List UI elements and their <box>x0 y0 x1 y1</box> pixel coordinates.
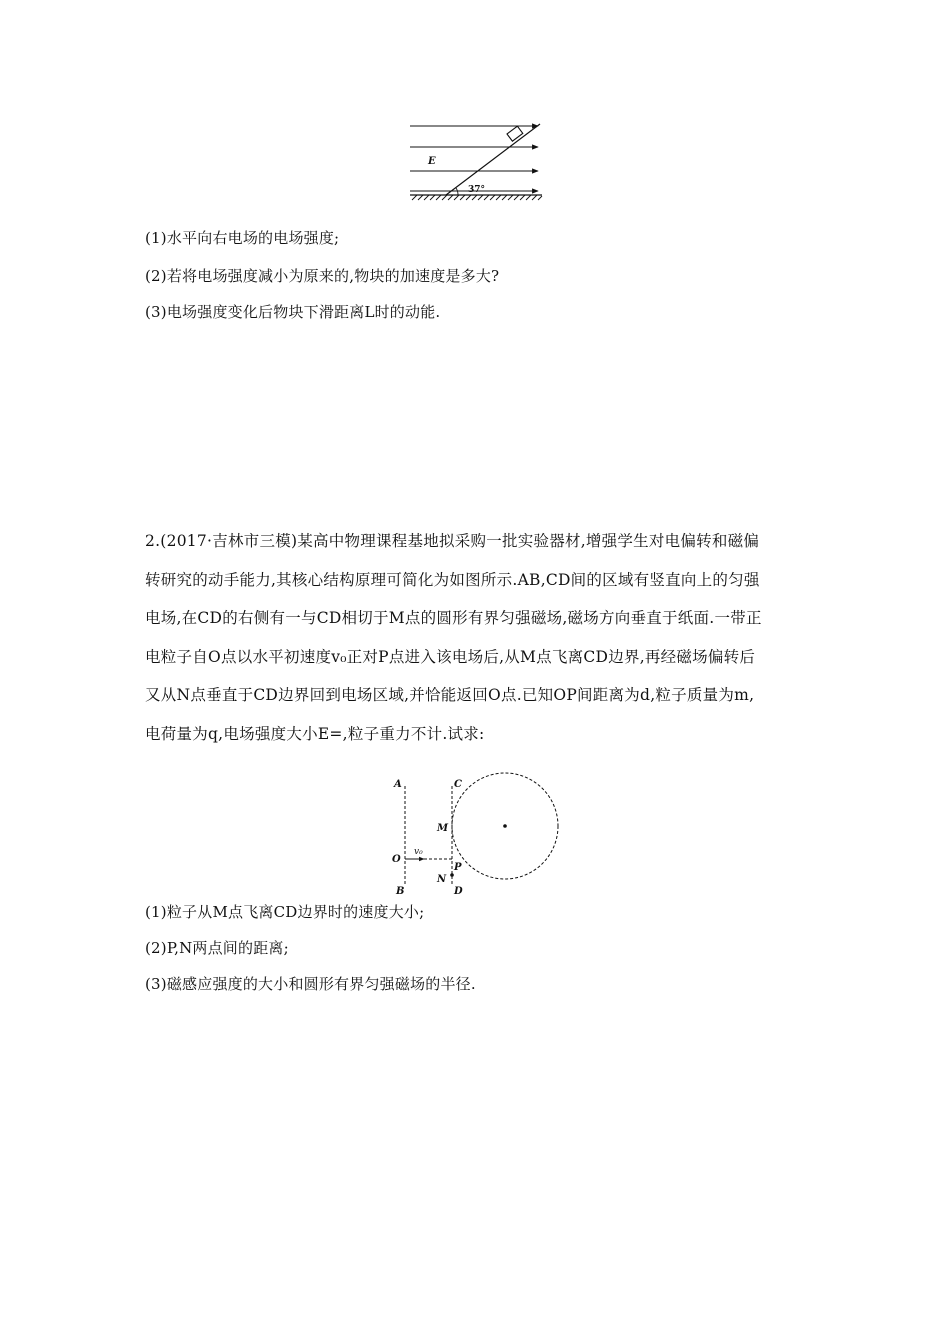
q2-part-1: (1)粒子从M点飞离CD边界时的速度大小; <box>145 903 425 921</box>
q2-part-3: (3)磁感应强度的大小和圆形有界匀强磁场的半径. <box>145 975 476 993</box>
problem2-line: 电场,在CD的右侧有一与CD相切于M点的圆形有界匀强磁场,磁场方向垂直于纸面.一带正 <box>145 609 762 627</box>
problem2-line: 2.(2017·吉林市三模)某高中物理课程基地拟采购一批实验器材,增强学生对电偏转和磁偏 <box>145 532 760 550</box>
label-M: M <box>437 823 449 834</box>
problem2-line: 转研究的动手能力,其核心结构原理可简化为如图所示.AB,CD间的区域有竖直向上的匀强 <box>145 570 760 589</box>
figure-field-circle <box>388 772 568 898</box>
problem2-line: 又从N点垂直于CD边界回到电场区域,并恰能返回O点.已知OP间距离为d,粒子质量为m, <box>145 686 755 704</box>
label-A: A <box>394 779 402 790</box>
problem2-statement <box>145 527 817 758</box>
problem2-line: 电荷量为q,电场强度大小E=,粒子重力不计.试求: <box>145 724 485 743</box>
label-v0: v₀ <box>414 847 423 857</box>
label-B: B <box>396 886 405 897</box>
q2-part-2: (2)P,N两点间的距离; <box>145 939 289 957</box>
q1-part-2: (2)若将电场强度减小为原来的,物块的加速度是多大? <box>145 267 500 285</box>
q1-part-3: (3)电场强度变化后物块下滑距离L时的动能. <box>145 303 441 321</box>
label-N: N <box>437 874 447 885</box>
q1-part-1: (1)水平向右电场的电场强度; <box>145 229 340 247</box>
incline <box>446 124 540 195</box>
field-label: E <box>428 156 436 167</box>
angle-label: 37° <box>468 185 486 195</box>
point-N-dot <box>450 873 454 877</box>
figure-incline-electric-field <box>408 120 548 205</box>
label-O: O <box>392 854 401 865</box>
problem2-line: 电粒子自O点以水平初速度v₀正对P点进入该电场后,从M点飞离CD边界,再经磁场偏转后 <box>145 647 756 666</box>
ground-hatch <box>412 195 542 200</box>
label-C: C <box>454 779 462 790</box>
circle-center <box>503 824 507 828</box>
label-D: D <box>454 886 463 897</box>
label-P: P <box>454 862 462 873</box>
